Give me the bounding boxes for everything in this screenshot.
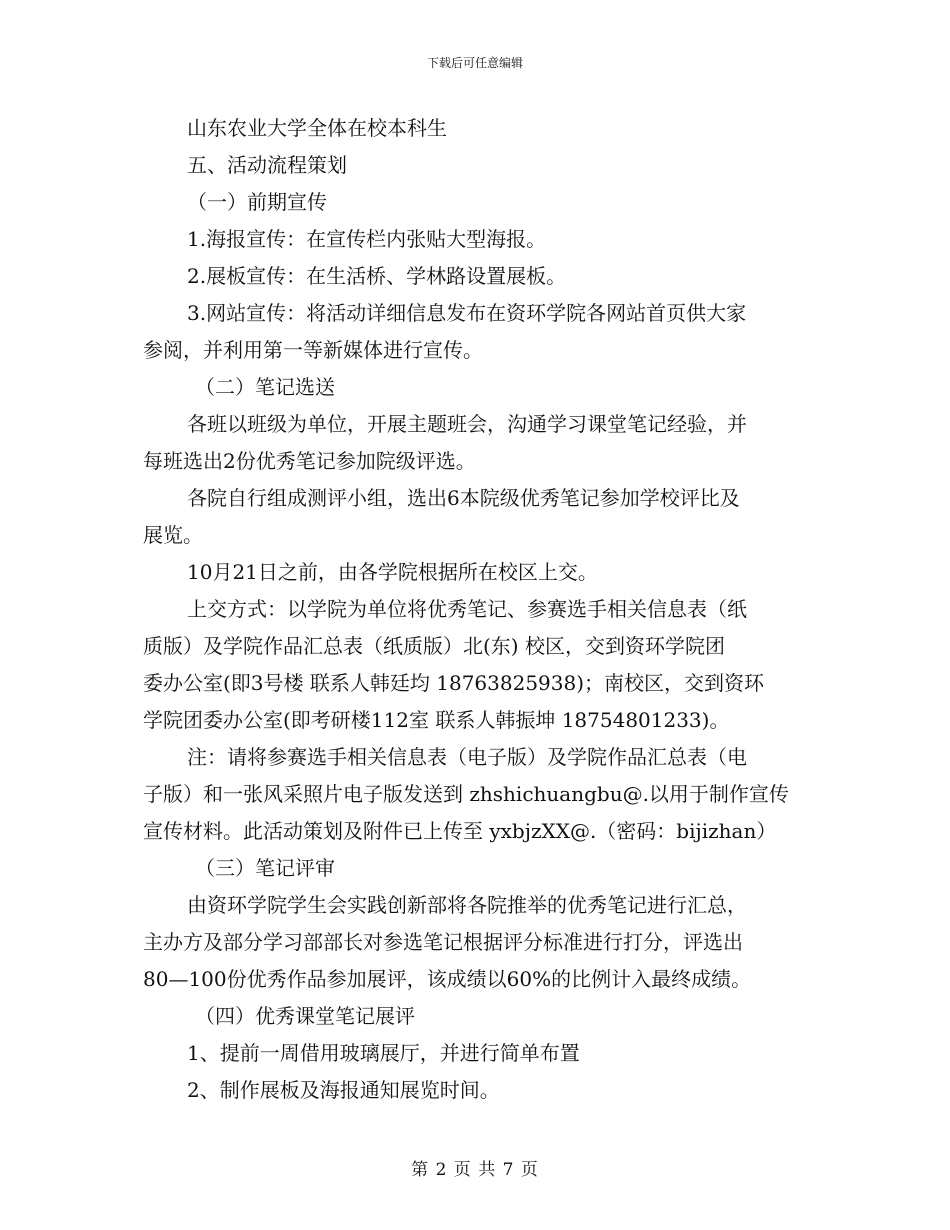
text-line: 1.海报宣传：在宣传栏内张贴大型海报。 [187,227,547,251]
subsection-heading: （一）前期宣传 [187,190,327,214]
text-line: 参阅，并利用第一等新媒体进行宣传。 [143,338,483,362]
page-footer: 第 2 页 共 7 页 [411,1160,539,1180]
text-line: 1、提前一周借用玻璃展厅，并进行简单布置 [187,1041,580,1065]
text-line: 学院团委办公室(即考研楼112室 联系人韩振坤 18754801233)。 [143,708,730,732]
text-line: 子版）和一张风采照片电子版发送到 zhshichuangbu@.以用于制作宣传 [143,782,789,806]
text-line: 2、制作展板及海报通知展览时间。 [187,1078,500,1102]
subsection-heading: （二）笔记选送 [195,375,335,399]
text-line: 每班选出2份优秀笔记参加院级评选。 [143,449,476,473]
text-line: 主办方及部分学习部部长对参选笔记根据评分标准进行打分，评选出 [143,930,743,954]
section-heading: 五、活动流程策划 [187,153,347,177]
text-line: 注：请将参赛选手相关信息表（电子版）及学院作品汇总表（电 [187,745,747,769]
page-header: 下载后可任意编辑 [426,56,523,70]
text-line: 宣传材料。此活动策划及附件已上传至 yxbjzXX@.（密码：bijizhan） [143,819,777,843]
text-line: 各班以班级为单位，开展主题班会，沟通学习课堂笔记经验，并 [187,412,747,436]
text-line: 各院自行组成测评小组，选出6本院级优秀笔记参加学校评比及 [187,486,740,510]
subsection-heading: （四）优秀课堂笔记展评 [195,1004,415,1028]
subsection-heading: （三）笔记评审 [195,856,335,880]
text-line: 由资环学院学生会实践创新部将各院推举的优秀笔记进行汇总， [187,893,747,917]
text-line: 委办公室(即3号楼 联系人韩廷均 18763825938)；南校区，交到资环 [143,671,765,695]
text-line: 上交方式：以学院为单位将优秀笔记、参赛选手相关信息表（纸 [187,597,747,621]
text-line: 质版）及学院作品汇总表（纸质版）北(东) 校区，交到资环学院团 [143,634,725,658]
text-line: 3.网站宣传：将活动详细信息发布在资环学院各网站首页供大家 [187,301,747,325]
text-line: 80—100份优秀作品参加展评，该成绩以60%的比例计入最终成绩。 [143,967,752,991]
text-line: 2.展板宣传：在生活桥、学林路设置展板。 [187,264,567,288]
text-line: 展览。 [143,523,203,547]
text-line: 10月21日之前，由各学院根据所在校区上交。 [187,560,598,584]
text-line: 山东农业大学全体在校本科生 [187,116,447,140]
